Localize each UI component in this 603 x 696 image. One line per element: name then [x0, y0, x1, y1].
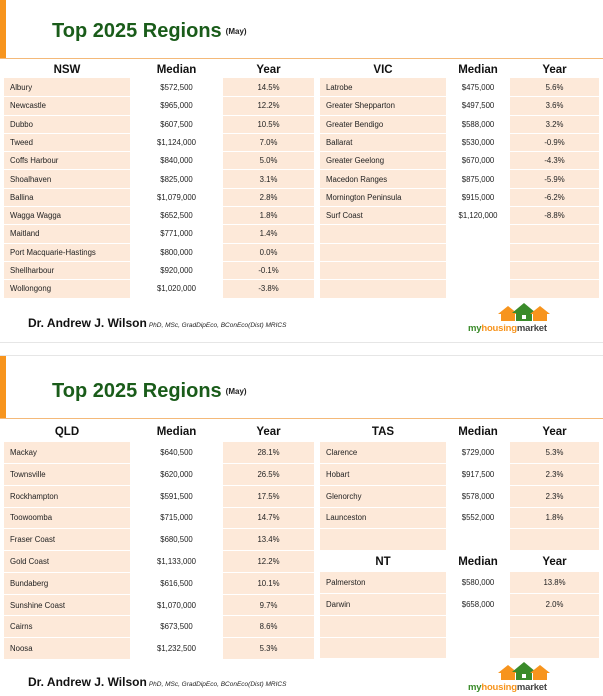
- median-cell: $658,000: [446, 593, 510, 615]
- region-cell: Toowoomba: [4, 507, 130, 529]
- table-row: [320, 572, 599, 594]
- region-cell: Coffs Harbour: [4, 152, 130, 170]
- median-column-header: Median: [130, 62, 223, 78]
- table-row: [4, 170, 314, 188]
- region-cell: Gold Coast: [4, 551, 130, 573]
- median-cell: $875,000: [446, 170, 510, 188]
- median-column-header: Median: [446, 422, 510, 442]
- table-row: [4, 529, 314, 551]
- region-cell: Latrobe: [320, 78, 446, 96]
- table-row: [320, 170, 599, 188]
- houses-icon: [494, 661, 554, 681]
- region-cell: [320, 225, 446, 243]
- median-cell: $1,124,000: [130, 133, 223, 151]
- median-cell: [446, 261, 510, 279]
- logo-wordmark: myhousingmarket: [468, 323, 547, 334]
- year-change-cell: 14.7%: [223, 507, 314, 529]
- table-header-row: [320, 422, 599, 442]
- median-cell: $572,500: [130, 78, 223, 96]
- region-cell: Clarence: [320, 442, 446, 464]
- median-cell: [446, 243, 510, 261]
- table-row: [320, 463, 599, 485]
- year-change-cell: -6.2%: [510, 188, 599, 206]
- region-cell: Darwin: [320, 593, 446, 615]
- table-row: [320, 507, 599, 529]
- median-cell: $825,000: [130, 170, 223, 188]
- year-change-cell: 8.6%: [223, 616, 314, 638]
- myhousingmarket-logo: [468, 661, 580, 693]
- table-row: [320, 280, 599, 298]
- page-title: Top 2025 Regions (May): [52, 380, 247, 402]
- year-change-cell: 26.5%: [223, 463, 314, 485]
- year-column-header: Year: [510, 422, 599, 442]
- region-cell: Palmerston: [320, 572, 446, 594]
- region-cell: [320, 243, 446, 261]
- median-cell: $640,500: [130, 442, 223, 464]
- region-cell: Fraser Coast: [4, 529, 130, 551]
- median-cell: $680,500: [130, 529, 223, 551]
- nt-table: [320, 552, 599, 659]
- region-cell: Rockhampton: [4, 485, 130, 507]
- region-cell: Glenorchy: [320, 485, 446, 507]
- header-divider: [0, 58, 603, 59]
- median-cell: $475,000: [446, 78, 510, 96]
- median-cell: $552,000: [446, 507, 510, 529]
- vic-table: [320, 62, 599, 299]
- region-cell: Greater Bendigo: [320, 115, 446, 133]
- table-row: [4, 638, 314, 660]
- median-cell: $840,000: [130, 152, 223, 170]
- table-row: [4, 152, 314, 170]
- table-row: [4, 243, 314, 261]
- region-cell: Albury: [4, 78, 130, 96]
- median-cell: $1,020,000: [130, 280, 223, 298]
- year-change-cell: [510, 225, 599, 243]
- year-change-cell: 3.2%: [510, 115, 599, 133]
- author-credit: Dr. Andrew J. Wilson PhD, MSc, GradDipEco, BConEco(Dist) MRICS: [28, 675, 287, 689]
- year-change-cell: [510, 637, 599, 659]
- year-change-cell: 1.8%: [510, 507, 599, 529]
- median-cell: [446, 225, 510, 243]
- table-row: [4, 280, 314, 298]
- median-column-header: Median: [446, 62, 510, 78]
- table-row: [4, 616, 314, 638]
- year-change-cell: -4.3%: [510, 152, 599, 170]
- year-change-cell: -8.8%: [510, 207, 599, 225]
- qld-table: [4, 422, 314, 660]
- region-cell: [320, 615, 446, 637]
- page-subtitle: (May): [225, 27, 247, 37]
- table-row: [4, 594, 314, 616]
- region-cell: Macedon Ranges: [320, 170, 446, 188]
- year-change-cell: 3.6%: [510, 97, 599, 115]
- region-cell: [320, 261, 446, 279]
- region-cell: [320, 637, 446, 659]
- accent-bar: [0, 0, 6, 58]
- median-cell: $588,000: [446, 115, 510, 133]
- year-change-cell: [510, 261, 599, 279]
- table-header-row: [4, 62, 314, 78]
- median-cell: $580,000: [446, 572, 510, 594]
- median-cell: [446, 637, 510, 659]
- year-change-cell: 5.3%: [223, 638, 314, 660]
- region-cell: Townsville: [4, 463, 130, 485]
- year-change-cell: -0.1%: [223, 261, 314, 279]
- year-column-header: Year: [223, 422, 314, 442]
- region-column-header: NT: [320, 552, 446, 572]
- table-header-row: [320, 62, 599, 78]
- median-cell: $1,133,000: [130, 551, 223, 573]
- panel-nsw-vic: [0, 0, 603, 343]
- table-row: [320, 225, 599, 243]
- region-cell: Shoalhaven: [4, 170, 130, 188]
- year-change-cell: -0.9%: [510, 133, 599, 151]
- year-change-cell: 12.2%: [223, 97, 314, 115]
- table-row: [320, 485, 599, 507]
- median-cell: $607,500: [130, 115, 223, 133]
- year-change-cell: 2.3%: [510, 485, 599, 507]
- year-change-cell: 7.0%: [223, 133, 314, 151]
- year-change-cell: [510, 529, 599, 551]
- region-cell: Wagga Wagga: [4, 207, 130, 225]
- table-row: [4, 442, 314, 464]
- median-cell: $915,000: [446, 188, 510, 206]
- median-cell: $673,500: [130, 616, 223, 638]
- region-cell: Wollongong: [4, 280, 130, 298]
- year-change-cell: -5.9%: [510, 170, 599, 188]
- median-cell: $652,500: [130, 207, 223, 225]
- table-row: [320, 637, 599, 659]
- median-cell: [446, 529, 510, 551]
- table-header-row: [320, 552, 599, 572]
- region-cell: Newcastle: [4, 97, 130, 115]
- median-cell: $800,000: [130, 243, 223, 261]
- median-cell: $920,000: [130, 261, 223, 279]
- median-cell: $1,120,000: [446, 207, 510, 225]
- median-cell: [446, 615, 510, 637]
- median-cell: $591,500: [130, 485, 223, 507]
- region-column-header: QLD: [4, 422, 130, 442]
- year-change-cell: 13.4%: [223, 529, 314, 551]
- median-cell: $530,000: [446, 133, 510, 151]
- median-cell: [446, 280, 510, 298]
- year-change-cell: [510, 280, 599, 298]
- table-row: [320, 115, 599, 133]
- median-cell: $729,000: [446, 442, 510, 464]
- year-change-cell: 14.5%: [223, 78, 314, 96]
- region-cell: Maitland: [4, 225, 130, 243]
- houses-icon: [494, 302, 554, 322]
- year-change-cell: 5.0%: [223, 152, 314, 170]
- year-change-cell: 1.8%: [223, 207, 314, 225]
- year-change-cell: 0.0%: [223, 243, 314, 261]
- median-cell: $771,000: [130, 225, 223, 243]
- median-cell: $616,500: [130, 572, 223, 594]
- median-cell: $965,000: [130, 97, 223, 115]
- region-cell: Greater Shepparton: [320, 97, 446, 115]
- table-row: [320, 133, 599, 151]
- median-cell: $917,500: [446, 463, 510, 485]
- region-cell: Dubbo: [4, 115, 130, 133]
- table-row: [320, 442, 599, 464]
- header-divider: [0, 418, 603, 419]
- table-row: [320, 188, 599, 206]
- nsw-table: [4, 62, 314, 299]
- table-row: [4, 78, 314, 96]
- panel-qld-tas-nt: [0, 355, 603, 696]
- region-column-header: TAS: [320, 422, 446, 442]
- region-cell: Launceston: [320, 507, 446, 529]
- table-row: [4, 207, 314, 225]
- table-row: [4, 485, 314, 507]
- year-change-cell: [510, 615, 599, 637]
- region-cell: Ballina: [4, 188, 130, 206]
- table-row: [320, 243, 599, 261]
- table-row: [320, 152, 599, 170]
- year-change-cell: 17.5%: [223, 485, 314, 507]
- table-row: [4, 261, 314, 279]
- year-change-cell: -3.8%: [223, 280, 314, 298]
- table-row: [320, 207, 599, 225]
- region-column-header: VIC: [320, 62, 446, 78]
- region-cell: Noosa: [4, 638, 130, 660]
- region-cell: Greater Geelong: [320, 152, 446, 170]
- table-header-row: [4, 422, 314, 442]
- region-cell: Shellharbour: [4, 261, 130, 279]
- table-row: [4, 188, 314, 206]
- table-row: [4, 225, 314, 243]
- region-cell: Hobart: [320, 463, 446, 485]
- median-cell: $1,079,000: [130, 188, 223, 206]
- year-column-header: Year: [510, 552, 599, 572]
- logo-wordmark: myhousingmarket: [468, 682, 547, 693]
- accent-bar: [0, 356, 6, 418]
- year-change-cell: 1.4%: [223, 225, 314, 243]
- page-title: Top 2025 Regions (May): [52, 20, 247, 42]
- region-cell: Mackay: [4, 442, 130, 464]
- table-row: [4, 551, 314, 573]
- table-row: [4, 463, 314, 485]
- region-cell: Mornington Peninsula: [320, 188, 446, 206]
- median-cell: $497,500: [446, 97, 510, 115]
- year-change-cell: 2.3%: [510, 463, 599, 485]
- median-cell: $1,232,500: [130, 638, 223, 660]
- table-row: [320, 593, 599, 615]
- table-row: [4, 572, 314, 594]
- table-row: [320, 261, 599, 279]
- table-row: [320, 97, 599, 115]
- region-cell: Tweed: [4, 133, 130, 151]
- region-cell: Port Macquarie-Hastings: [4, 243, 130, 261]
- year-column-header: Year: [510, 62, 599, 78]
- year-change-cell: 9.7%: [223, 594, 314, 616]
- page-subtitle: (May): [225, 387, 247, 397]
- year-change-cell: 5.3%: [510, 442, 599, 464]
- table-row: [4, 133, 314, 151]
- median-cell: $578,000: [446, 485, 510, 507]
- table-row: [320, 529, 599, 551]
- median-column-header: Median: [446, 552, 510, 572]
- region-cell: [320, 529, 446, 551]
- table-row: [4, 115, 314, 133]
- median-cell: $620,000: [130, 463, 223, 485]
- year-change-cell: 10.5%: [223, 115, 314, 133]
- year-change-cell: 28.1%: [223, 442, 314, 464]
- table-row: [320, 78, 599, 96]
- table-row: [320, 615, 599, 637]
- author-credit: Dr. Andrew J. Wilson PhD, MSc, GradDipEco, BConEco(Dist) MRICS: [28, 316, 287, 330]
- region-cell: Surf Coast: [320, 207, 446, 225]
- tas-table: [320, 422, 599, 551]
- region-cell: [320, 280, 446, 298]
- year-change-cell: 12.2%: [223, 551, 314, 573]
- year-column-header: Year: [223, 62, 314, 78]
- year-change-cell: 10.1%: [223, 572, 314, 594]
- year-change-cell: [510, 243, 599, 261]
- region-cell: Cairns: [4, 616, 130, 638]
- median-column-header: Median: [130, 422, 223, 442]
- year-change-cell: 2.8%: [223, 188, 314, 206]
- region-cell: Sunshine Coast: [4, 594, 130, 616]
- myhousingmarket-logo: [468, 302, 580, 334]
- table-row: [4, 97, 314, 115]
- year-change-cell: 13.8%: [510, 572, 599, 594]
- year-change-cell: 5.6%: [510, 78, 599, 96]
- region-cell: Bundaberg: [4, 572, 130, 594]
- year-change-cell: 2.0%: [510, 593, 599, 615]
- median-cell: $1,070,000: [130, 594, 223, 616]
- year-change-cell: 3.1%: [223, 170, 314, 188]
- table-row: [4, 507, 314, 529]
- median-cell: $715,000: [130, 507, 223, 529]
- region-column-header: NSW: [4, 62, 130, 78]
- median-cell: $670,000: [446, 152, 510, 170]
- region-cell: Ballarat: [320, 133, 446, 151]
